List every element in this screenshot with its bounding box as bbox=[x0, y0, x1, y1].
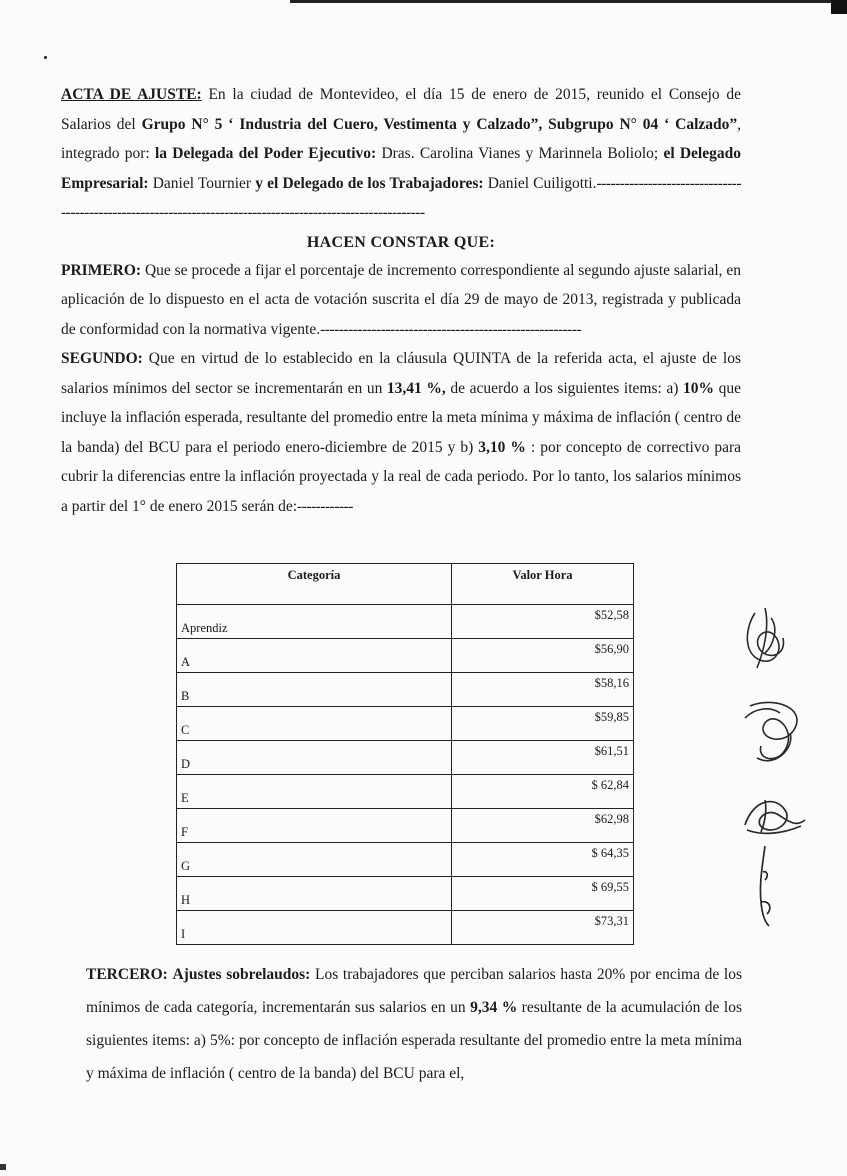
segundo-pct-total: 13,41 %, bbox=[386, 379, 446, 397]
tercero-sublabel: Ajustes sobrelaudos: bbox=[172, 966, 311, 983]
signature-4 bbox=[735, 842, 815, 930]
primero-text: Que se procede a fijar el porcentaje de incremento correspondiente al segundo ajuste salarial, en aplicación de lo dispuesto en el acta de votación suscrita el día 29 de mayo de 2013, registrada y publicada de conformidad con la normativa vigente. bbox=[61, 261, 742, 338]
dash-fill: ------------------------------------------------------------------------------------------------------------- bbox=[61, 174, 741, 221]
document-body bbox=[61, 80, 741, 521]
signature-1 bbox=[735, 598, 815, 678]
table-row bbox=[177, 809, 634, 843]
tercero-label: TERCERO: bbox=[86, 966, 168, 983]
table-row bbox=[177, 877, 634, 911]
table-row bbox=[177, 911, 634, 945]
scan-corner-mark-bottom bbox=[0, 1164, 6, 1170]
dash-fill: ------------ bbox=[297, 497, 353, 515]
table-row bbox=[177, 843, 634, 877]
row-value: $62,98 bbox=[452, 809, 634, 843]
row-value: $61,51 bbox=[452, 741, 634, 775]
row-value: $73,31 bbox=[452, 911, 634, 945]
table-row bbox=[177, 605, 634, 639]
scan-top-edge bbox=[290, 0, 847, 3]
row-value: $ 64,35 bbox=[452, 843, 634, 877]
segundo-pct-a: 10% bbox=[683, 379, 715, 397]
segundo-text-1: Que en virtud de lo establecido en la cláusula QUINTA de la referida acta, el ajuste de los salarios mínimos del sector se incrementarán en un bbox=[61, 350, 741, 397]
dash-fill: -------------------------------------------------------- bbox=[320, 320, 582, 338]
header-category: Categoría bbox=[177, 564, 452, 605]
table-header-row bbox=[177, 564, 634, 605]
tercero-text-1: Los trabajadores que perciban salarios hasta 20% por encima de los mínimos de cada categoría, incrementarán sus salarios en un bbox=[86, 966, 742, 1016]
row-category: A bbox=[177, 639, 452, 673]
row-category: F bbox=[177, 809, 452, 843]
acta-grupo: Grupo N° 5 ‘ Industria del Cuero, Vestimenta y Calzado”, Subgrupo N° 04 ‘ Calzado” bbox=[141, 115, 738, 133]
delegada-label: la Delegada del Poder Ejecutivo: bbox=[154, 145, 377, 162]
table-row bbox=[177, 741, 634, 775]
segundo-text-3: que incluye la inflación esperada, resultante del promedio entre la meta mínima y máxima de inflación ( centro de la banda) del BCU para el periodo enero-diciembre de 2015 y b) bbox=[61, 379, 742, 456]
scan-speck bbox=[44, 56, 47, 59]
trabajadores-label: y el Delegado de los Trabajadores: bbox=[255, 174, 484, 192]
table-row bbox=[177, 673, 634, 707]
segundo-pct-b: 3,10 % bbox=[478, 438, 526, 456]
tercero-paragraph bbox=[86, 958, 742, 1090]
tercero-text-2: resultante de la acumulación de los siguientes items: a) 5%: por concepto de inflación esperada resultante del promedio entre la meta mínima y máxima de inflación ( centro de la banda) del BCU para el, bbox=[86, 999, 742, 1082]
segundo-text-4: : por concepto de correctivo para cubrir la diferencias entre la inflación proyectada y la real de cada periodo. Por lo tanto, los salarios mínimos a partir del 1° de enero 2015 serán de: bbox=[61, 438, 741, 515]
row-value: $ 62,84 bbox=[452, 775, 634, 809]
row-category: I bbox=[177, 911, 452, 945]
acta-intro-2: , integrado por: bbox=[61, 115, 741, 162]
tercero-pct: 9,34 % bbox=[470, 999, 518, 1016]
row-category: B bbox=[177, 673, 452, 707]
primero-paragraph bbox=[61, 256, 741, 345]
table-row bbox=[177, 639, 634, 673]
row-value: $56,90 bbox=[452, 639, 634, 673]
delegada-names: Dras. Carolina Vianes y Marinnela Boliolo; bbox=[376, 145, 664, 162]
primero-label: PRIMERO: bbox=[61, 261, 142, 279]
row-value: $52,58 bbox=[452, 605, 634, 639]
section-heading: HACEN CONSTAR QUE: bbox=[306, 233, 496, 251]
row-category: C bbox=[177, 707, 452, 741]
empresarial-name: Daniel Tournier bbox=[148, 174, 256, 192]
acta-title: ACTA DE AJUSTE: bbox=[61, 86, 202, 103]
empresarial-label: el Delegado Empresarial: bbox=[61, 145, 741, 192]
table-row bbox=[177, 775, 634, 809]
wage-table bbox=[176, 563, 634, 945]
header-value: Valor Hora bbox=[452, 564, 634, 605]
acta-paragraph bbox=[61, 80, 741, 228]
row-value: $59,85 bbox=[452, 707, 634, 741]
row-value: $ 69,55 bbox=[452, 877, 634, 911]
trabajadores-name: Daniel Cuiligotti. bbox=[483, 174, 597, 192]
row-category: Aprendiz bbox=[177, 605, 452, 639]
row-category: G bbox=[177, 843, 452, 877]
acta-intro-1: En la ciudad de Montevideo, el día 15 de enero de 2015, reunido el Consejo de Salarios del bbox=[61, 86, 742, 133]
segundo-paragraph bbox=[61, 344, 741, 521]
row-category: H bbox=[177, 877, 452, 911]
scan-corner-mark bbox=[831, 0, 847, 14]
segundo-label: SEGUNDO: bbox=[61, 350, 143, 367]
table-row bbox=[177, 707, 634, 741]
row-category: E bbox=[177, 775, 452, 809]
signature-2 bbox=[735, 688, 815, 778]
segundo-text-2: de acuerdo a los siguientes items: a) bbox=[445, 379, 684, 397]
row-category: D bbox=[177, 741, 452, 775]
row-value: $58,16 bbox=[452, 673, 634, 707]
signature-3 bbox=[735, 780, 815, 850]
